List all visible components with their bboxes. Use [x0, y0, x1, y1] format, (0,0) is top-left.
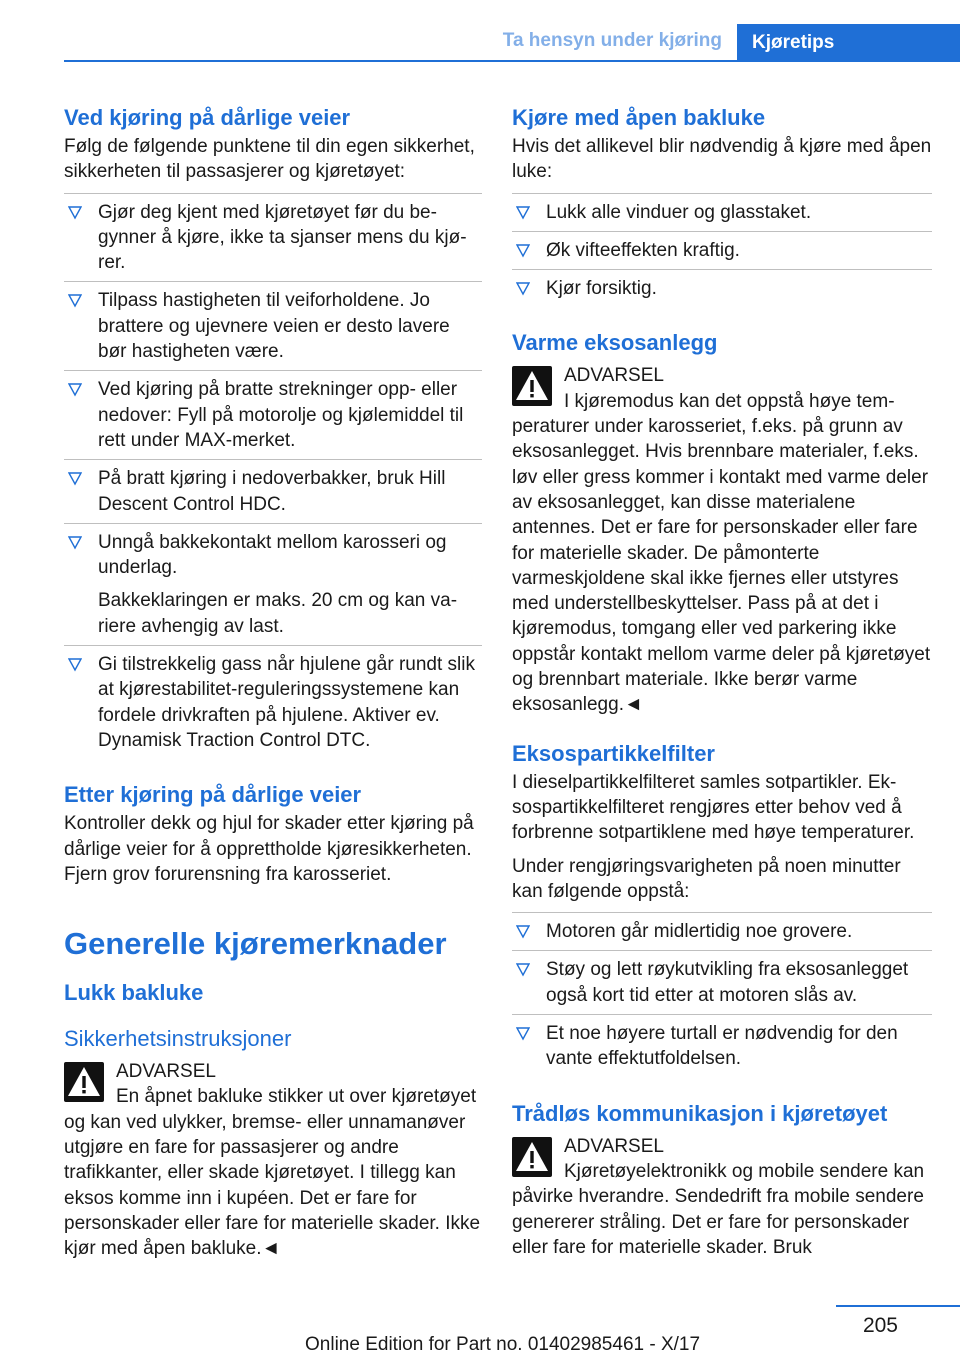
warning-text: I kjøremodus kan det oppstå høye temperaturer under karosseriet, f.eks. på grunn av eksosanlegget. Hvis brennbare materialer, f.eks. løv eller gress kommer i kontakt med varme deler av eksosanlegget, kan disse materialene antennes. Det er fare for personskader eller fare for materielle skader. De påmonterte varmeskjoldene skal ikke fjernes eller utstyres med understellbeskyttelser. Pass på at det i kjøremodus, tomgang eller ved parkering ikke oppstår kontakt mellom varme deler på kjøretøyet og brennbart materiale. Ikke berør varme eksosanlegg.◄ [512, 390, 931, 716]
filter-text-2: Under rengjøringsvarigheten på noen minutter kan følgende oppstå: [512, 855, 901, 902]
list-item: Gjør deg kjent med kjøretøyet før du begynner å kjøre, ikke ta sjanser mens du kjører. [64, 193, 482, 282]
heading-hot-exhaust: Varme eksosanlegg [512, 330, 718, 356]
header-rule [64, 60, 960, 62]
page-number: 205 [862, 1314, 898, 1337]
triangle-bullet-icon [516, 1024, 530, 1042]
triangle-bullet-icon [516, 203, 530, 221]
list-item: Tilpass hastigheten til veiforholdene. Jo brattere og ujevnere veien er desto lavere bør hastigheten være. [64, 281, 482, 370]
left-column [64, 104, 482, 1262]
warning-label: ADVARSEL [564, 1135, 664, 1157]
triangle-bullet-icon [516, 241, 530, 259]
list-item: Øk vifteeffekten kraftig. [512, 231, 932, 269]
triangle-bullet-icon [516, 922, 530, 940]
filter-text-1: I dieselpartikkelfilteret samles sotpartikler. Eksospartikkelfilteret rengjøres etter behov ved å forbrenne sotpartiklene med høye temperaturer. [512, 771, 915, 844]
list-item: Støy og lett røykutvikling fra eksosanlegget også kort tid etter at motoren slås av. [512, 950, 932, 1014]
triangle-bullet-icon [68, 380, 82, 398]
triangle-bullet-icon [68, 203, 82, 221]
heading-after-bad-roads: Etter kjøring på dårlige veier [64, 782, 362, 808]
list-item: Ved kjøring på bratte strekninger opp- eller nedover: Fyll på motorolje og kjølemiddel til rett under MAX-merket. [64, 370, 482, 459]
warning-label: ADVARSEL [116, 1061, 216, 1083]
open-tailgate-list [512, 193, 932, 308]
open-intro: Hvis det allikevel blir nødvendig å kjøre med åpen luke: [512, 136, 932, 183]
heading-general: Generelle kjøremerknader [64, 926, 447, 962]
intro-text: Følg de følgende punktene til din egen sikkerhet, sikkerheten til passasjerer og kjøretøyet: [64, 136, 475, 183]
right-column [512, 104, 932, 1260]
triangle-bullet-icon [68, 291, 82, 309]
warning-block [512, 1134, 932, 1260]
list-item-note: Bakkeklaringen er maks. 20 cm og kan variere avhengig av last. [98, 590, 458, 637]
list-item: Et noe høyere turtall er nødvendig for den vante effektutfoldelsen. [512, 1014, 932, 1078]
list-item: Kjør forsiktig. [512, 269, 932, 307]
chapter-tab: Kjøretips [737, 24, 960, 62]
triangle-bullet-icon [68, 469, 82, 487]
warning-block [512, 363, 932, 717]
heading-wireless: Trådløs kommunikasjon i kjøretøyet [512, 1100, 888, 1126]
warning-icon [512, 1137, 552, 1177]
heading-particle-filter: Eksospartikkelfilter [512, 740, 715, 766]
warning-label: ADVARSEL [564, 365, 664, 387]
footer-rule [836, 1305, 960, 1307]
bad-roads-list [64, 193, 482, 760]
list-item: Motoren går midlertidig noe grovere. [512, 912, 932, 950]
filter-list [512, 912, 932, 1077]
triangle-bullet-icon [68, 533, 82, 551]
page-header [0, 0, 960, 64]
heading-bad-roads: Ved kjøring på dårlige veier [64, 105, 351, 130]
warning-text: Kjøretøyelektronikk og mobile sendere kan påvirke hverandre. Sendedrift fra mobile sendere genererer stråling. Det er fare for personskader eller fare for materielle skader. Bruk [512, 1160, 925, 1258]
triangle-bullet-icon [516, 279, 530, 297]
warning-icon [64, 1062, 104, 1102]
edition-note: Online Edition for Part no. 01402985461 - X/17 [305, 1334, 701, 1355]
warning-icon [512, 366, 552, 406]
list-item: Unngå bakkekontakt mellom karosseri og underlag. Bakkeklaringen er maks. 20 cm og kan variere avhengig av last. [64, 523, 482, 645]
heading-safety: Sikkerhetsinstruksjoner [64, 1026, 292, 1052]
list-item: Lukk alle vinduer og glasstaket. [512, 193, 932, 231]
list-item: På bratt kjøring i nedoverbakker, bruk Hill Descent Control HDC. [64, 459, 482, 523]
section-title: Ta hensyn under kjøring [502, 30, 722, 51]
warning-block [64, 1059, 482, 1261]
triangle-bullet-icon [68, 655, 82, 673]
heading-open-tailgate: Kjøre med åpen bakluke [512, 105, 766, 130]
warning-text: En åpnet bakluke stikker ut over kjøretøyet og kan ved ulykker, bremse- eller unnamanøver utgjøre en fare for passasjerer og andre trafikkanter, eller skade kjøretøyet. I tillegg kan eksos komme inn i kupéen. Det er fare for personskader eller fare for materielle skader. Ikke kjør med åpen bakluke.◄ [64, 1086, 481, 1260]
after-text: Kontroller dekk og hjul for skader etter kjøring på dårlige veier for å opprettholde kjøresikkerheten. Fjern grov forurensning fra karosseriet. [64, 813, 474, 885]
heading-close-tailgate: Lukk bakluke [64, 980, 204, 1006]
triangle-bullet-icon [516, 960, 530, 978]
list-item: Gi tilstrekkelig gass når hjulene går rundt slik at kjørestabilitet-reguleringssystemene kan fordele drivkraften på hjulene. Aktiver ev. Dynamisk Traction Control DTC. [64, 645, 482, 759]
